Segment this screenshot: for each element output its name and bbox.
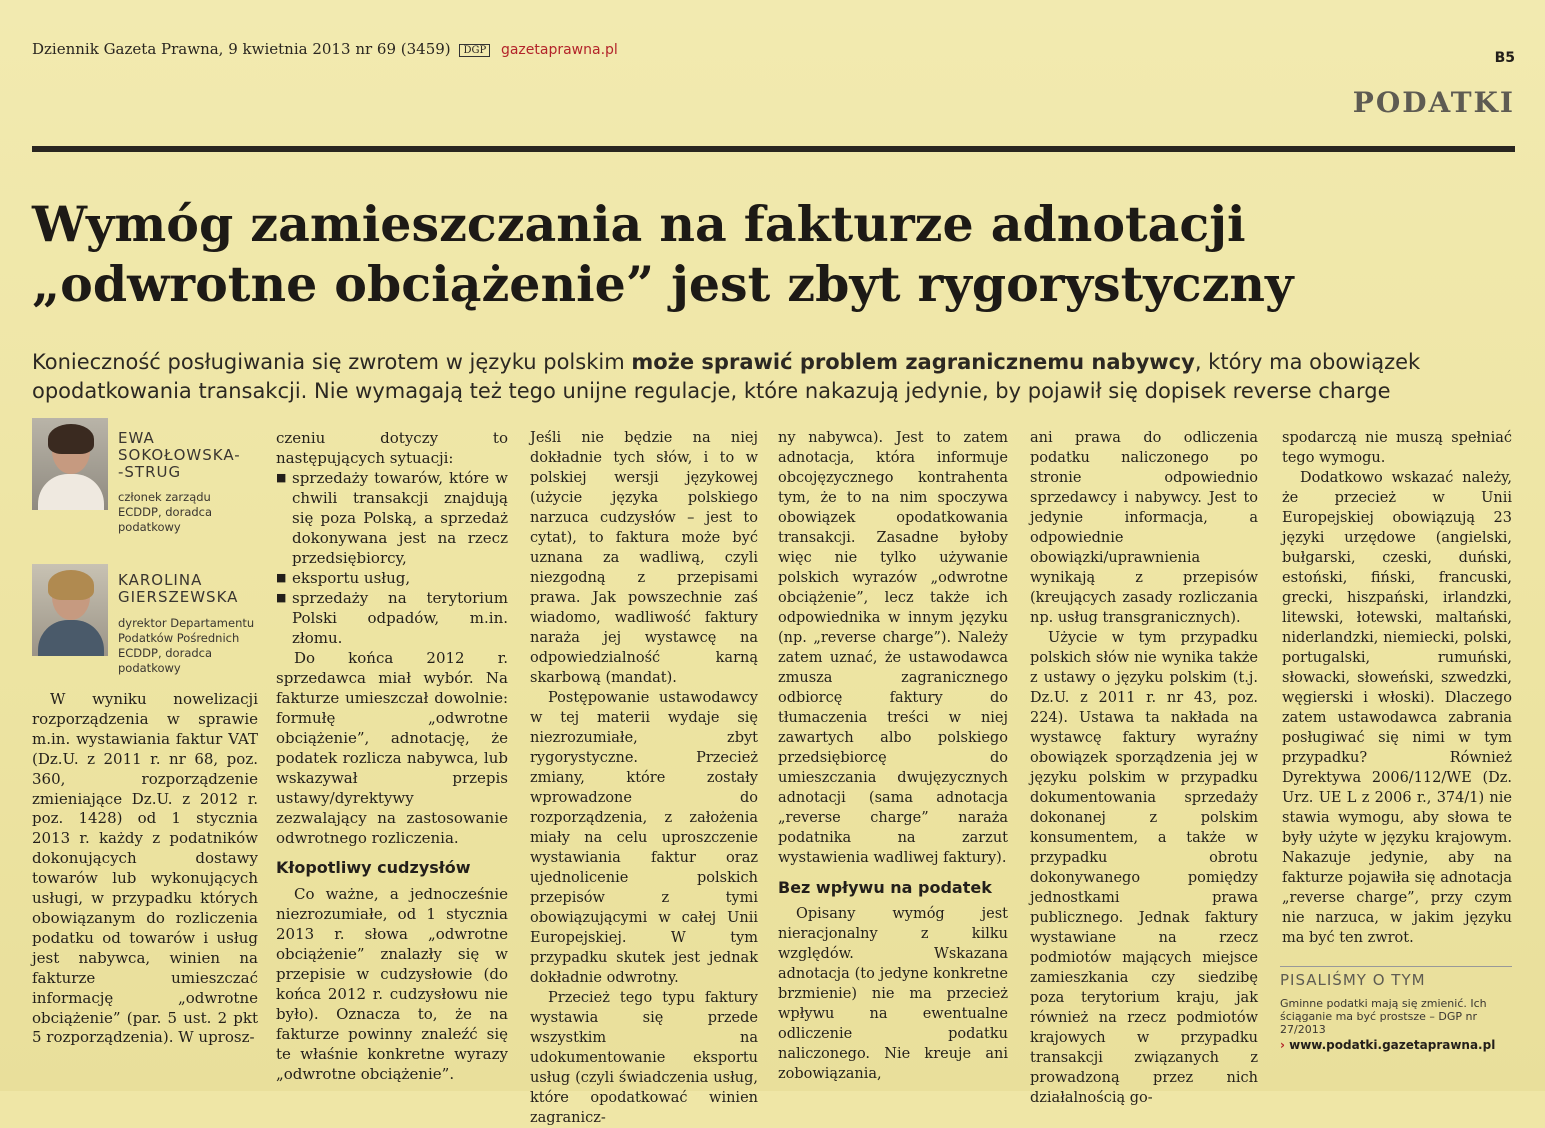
article-column-6 — [1282, 428, 1512, 948]
section-title: PODATKI — [1352, 86, 1515, 119]
paragraph: Do końca 2012 r. sprzedawca miał wybór. Na fakturze umieszczał dowolnie: formułę „odwrotne obciążenie”, adnotację, że podatek rozlicza nabywca, lub wskazywał przepis ustawy/dyrektywy zezwalający na zastosowanie odwrotnego rozliczenia. — [276, 649, 508, 847]
site-link[interactable]: gazetaprawna.pl — [500, 42, 618, 58]
author-name — [118, 572, 238, 606]
author-name-line: -STRUG — [118, 463, 182, 481]
subheading: Kłopotliwy cudzysłów — [276, 858, 471, 877]
lede-bold: może sprawić problem zagranicznemu nabywcy — [631, 350, 1195, 374]
related-link[interactable] — [1280, 1038, 1512, 1052]
article-column-2 — [276, 428, 508, 1084]
author-name-line: SOKOŁOWSKA- — [118, 446, 241, 464]
bullet-list — [276, 468, 508, 648]
paragraph: Opisany wymóg jest nieracjonalny z kilku względów. Wskazana adnotacja (to jedyne konkretne brzmienie) nie ma przecież wpływu na ewentualne odliczenie podatku naliczonego. Nie kreuje ani zobowiązania, — [778, 906, 1008, 1082]
related-description: Gminne podatki mają się zmienić. Ich ściąganie ma być prostsze – DGP nr 27/2013 — [1280, 997, 1487, 1036]
author-role: członek zarządu ECDDP, doradca podatkowy — [118, 490, 213, 534]
author-name-line: EWA — [118, 429, 155, 447]
author-card — [32, 564, 262, 674]
article-column-5 — [1030, 428, 1258, 1108]
paragraph: W wyniku nowelizacji rozporządzenia w sprawie m.in. wystawiania faktur VAT (Dz.U. z 2011 r. nr 68, poz. 360, rozporządzenie zmieniające Dz.U. z 2012 r. poz. 1428) od 1 stycznia 2013 r. każdy z podatników dokonujących dostawy towarów lub wykonujących usługi, w przypadku których obowiązanym do rozliczenia podatku od towarów i usług jest nabywca, winien na fakturze umieszczać informację „odwrotne obciążenie” (par. 5 ust. 2 pkt 5 rozporządzenia). W uprosz- — [32, 690, 258, 1047]
paragraph: ani prawa do odliczenia podatku naliczonego po stronie odpowiednio sprzedawcy i nabywcy. Jest to jedynie informacja, a odpowiednie obowiązki/uprawnienia wynikają z przepisów (kreujących zasady rozliczania np. usług transgranicznych). — [1030, 430, 1258, 626]
author-photo — [32, 564, 108, 656]
list-item: ■ sprzedaży towarów, które w chwili transakcji znajdują się poza Polską, a sprzedaż dokonywana jest na rzecz przedsiębiorcy, — [276, 468, 508, 568]
headline-line-2: „odwrotne obciążenie” jest zbyt rygorystyczny — [32, 255, 1294, 313]
paragraph: ny nabywca). Jest to zatem adnotacja, która informuje obcojęzycznego kontrahenta tym, że to na nim spoczywa obowiązek opodatkowania transakcji. Zasadne byłoby więc nie tylko używanie polskich wyrazów „odwrotne obciążenie”, lecz także ich odpowiednika w innym języku (np. „reverse charge”). Należy zatem uznać, że ustawodawca zmusza zagranicznego odbiorcę faktury do tłumaczenia treści w niej zawartych albo polskiego przedsiębiorcę do umieszczania dwujęzycznych adnotacji (sama adnotacja „reverse charge” naraża podatnika na zarzut wystawienia wadliwej faktury). — [778, 430, 1008, 866]
masthead — [32, 40, 618, 58]
subheading: Bez wpływu na podatek — [778, 878, 992, 897]
related-articles-box — [1280, 966, 1512, 1052]
issue-date: 9 kwietnia 2013 — [228, 40, 351, 58]
lede-part-1: Konieczność posługiwania się zwrotem w języku polskim — [32, 350, 632, 374]
paragraph: Dodatkowo wskazać należy, że przecież w Unii Europejskiej obowiązują 23 języki urzędowe (angielski, bułgarski, czeski, duński, estoński, fiński, francuski, grecki, hiszpański, irlandzki, litewski, łotewski, maltański, niderlandzki, niemiecki, polski, portugalski, rumuński, słowacki, słoweński, szwedzki, węgierski i włoski). Dlaczego zatem ustawodawca zabrania posługiwać się nimi w tym przypadku? Również Dyrektywa 2006/112/WE (Dz. Urz. UE L z 2006 r., 374/1) nie stawia wymogu, aby słowa te były użyte w języku krajowym. Nakazuje jedynie, aby na fakturze pojawiła się adnotacja „reverse charge”, przy czym nie narzuca, w jakim języku ma być ten zwrot. — [1282, 470, 1512, 946]
paragraph: Użycie w tym przypadku polskich słów nie wynika także z ustawy o języku polskim (t.j. Dz.U. z 2011 r. nr 43, poz. 224). Ustawa ta nakłada na wystawcę faktury wyraźny obowiązek sporządzenia jej w języku polskim w przypadku dokumentowania sprzedaży dokonanej z polskim konsumentem, a także w przypadku obrotu dokonywanego pomiędzy jednostkami prawa publicznego. Jednak faktury wystawiane na rzecz podmiotów mających miejsce zamieszkania czy siedzibę poza terytorium kraju, jak również na rzecz podmiotów krajowych w przypadku transakcji związanych z prowadzoną przez nich działalnością go- — [1030, 630, 1258, 1106]
paragraph: czeniu dotyczy to następujących sytuacji: — [276, 429, 508, 467]
related-url[interactable]: www.podatki.gazetaprawna.pl — [1289, 1038, 1496, 1052]
lede-part-2: , który ma obowiązek opodatkowania transakcji. Nie wymagają też tego unijne regulacje, które nakazują jedynie, by pojawił się dopisek reverse charge — [32, 350, 1421, 403]
headline — [32, 194, 1332, 314]
author-name-line: KAROLINA — [118, 571, 203, 589]
lede — [32, 348, 1472, 406]
paragraph: Jeśli nie będzie na niej dokładnie tych słów, i to w polskiej wersji językowej (użycie języka polskiego narzuca cudzysłów – jest to cytat), to faktura może być uznana za wadliwą, czyli niezgodną z przepisami prawa. Jak powszechnie zaś wiadomo, wadliwość faktury naraża jej wystawcę na odpowiedzialność karną skarbową (mandat). — [530, 430, 758, 686]
link-arrow-icon: › — [1280, 1038, 1290, 1052]
section-rule — [32, 146, 1515, 152]
list-item: ■ sprzedaży na terytorium Polski odpadów, m.in. złomu. — [276, 588, 508, 648]
paragraph: Przecież tego typu faktury wystawia się przede wszystkim na udokumentowanie eksportu usług (czyli świadczenia usług, które opodatkować winien zagranicz- — [530, 990, 758, 1126]
page-number: B5 — [1494, 50, 1515, 66]
headline-line-1: Wymóg zamieszczania na fakturze adnotacji — [32, 195, 1246, 253]
paragraph: spodarczą nie muszą spełniać tego wymogu. — [1282, 430, 1512, 466]
author-role: dyrektor Departamentu Podatków Pośrednich ECDDP, doradca podatkowy — [118, 616, 255, 675]
paragraph: Postępowanie ustawodawcy w tej materii wydaje się niezrozumiałe, zbyt rygorystyczne. Przecież zmiany, które zostały wprowadzone do rozporządzenia, z założenia miały na celu uproszczenie wystawiania faktur oraz ujednolicenie polskich przepisów z tymi obowiązującymi w całej Unii Europejskiej. W tym przypadku skutek jest jednak dokładnie odwrotny. — [530, 690, 758, 986]
dgp-logo: DGP — [459, 44, 490, 57]
paragraph: Co ważne, a jednocześnie niezrozumiałe, od 1 stycznia 2013 r. słowa „odwrotne obciążenie” znalazły się w przepisie w cudzysłowie (do końca 2012 r. cudzysłowu nie było). Oznacza to, że na fakturze powinny znaleźć się te właśnie konkretne wyrazy „odwrotne obciążenie”. — [276, 885, 508, 1083]
author-name — [118, 430, 241, 481]
article-column-1 — [32, 690, 258, 1048]
article-column-3 — [530, 428, 758, 1128]
author-photo — [32, 418, 108, 510]
related-title: PISALIŚMY O TYM — [1280, 966, 1512, 989]
author-name-line: GIERSZEWSKA — [118, 588, 239, 606]
issue-number: nr 69 (3459) — [355, 40, 451, 58]
publication-name: Dziennik Gazeta Prawna, — [32, 40, 224, 58]
list-item: ■ eksportu usług, — [276, 568, 508, 588]
author-card — [32, 418, 262, 534]
article-column-4 — [778, 428, 1008, 1084]
